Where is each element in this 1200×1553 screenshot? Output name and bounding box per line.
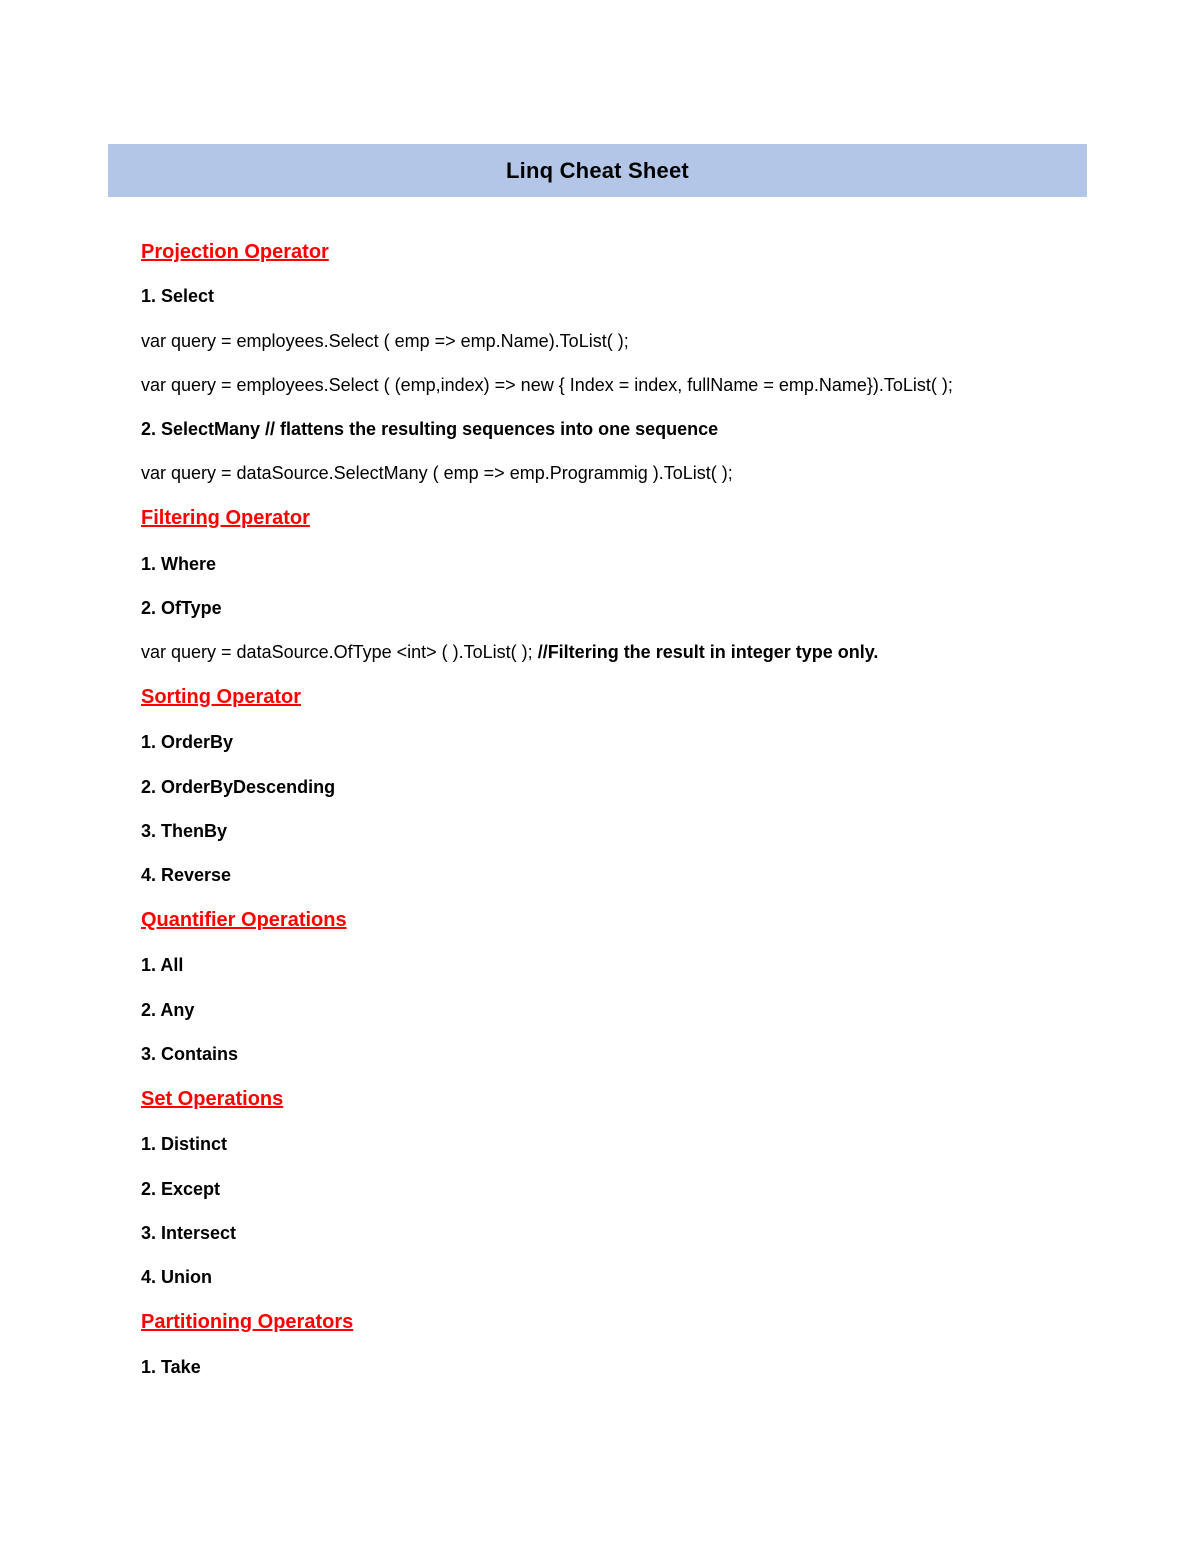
list-item-distinct: 1. Distinct [141,1134,228,1154]
section-heading-set: Set Operations [141,1088,284,1110]
code-line-select-1: var query = employees.Select ( emp => emp.Name).ToList( ); [141,331,629,351]
code-line-oftype [141,640,878,664]
list-item-except: 2. Except [141,1179,221,1199]
section-heading-quantifier: Quantifier Operations [141,909,347,931]
list-item-take: 1. Take [141,1357,201,1377]
list-item-select: 1. Select [141,286,215,306]
section-heading-sorting: Sorting Operator [141,686,302,708]
list-item-all: 1. All [141,955,184,975]
code-line-selectmany: var query = dataSource.SelectMany ( emp => emp.Programmig ).ToList( ); [141,463,733,483]
list-item-contains: 3. Contains [141,1044,239,1064]
code-comment-oftype: //Filtering the result in integer type only. [537,642,879,662]
section-heading-filtering: Filtering Operator [141,507,310,529]
title-bar [108,144,1087,197]
list-item-orderby: 1. OrderBy [141,732,234,752]
list-item-union: 4. Union [141,1267,212,1287]
list-item-orderbydescending: 2. OrderByDescending [141,777,336,797]
list-item-oftype: 2. OfType [141,598,222,618]
section-heading-partitioning: Partitioning Operators [141,1311,354,1333]
page-title: Linq Cheat Sheet [506,157,689,183]
list-item-intersect: 3. Intersect [141,1223,237,1243]
code-oftype: var query = dataSource.OfType <int> ( ).ToList( ); [141,642,538,662]
list-item-selectmany: 2. SelectMany // flattens the resulting sequences into one sequence [141,419,719,439]
code-line-select-2: var query = employees.Select ( (emp,index) => new { Index = index, fullName = emp.Name}).ToList( ); [141,375,953,395]
list-item-thenby: 3. ThenBy [141,821,228,841]
section-heading-projection: Projection Operator [141,241,329,263]
list-item-any: 2. Any [141,1000,195,1020]
list-item-reverse: 4. Reverse [141,865,232,885]
list-item-where: 1. Where [141,554,217,574]
